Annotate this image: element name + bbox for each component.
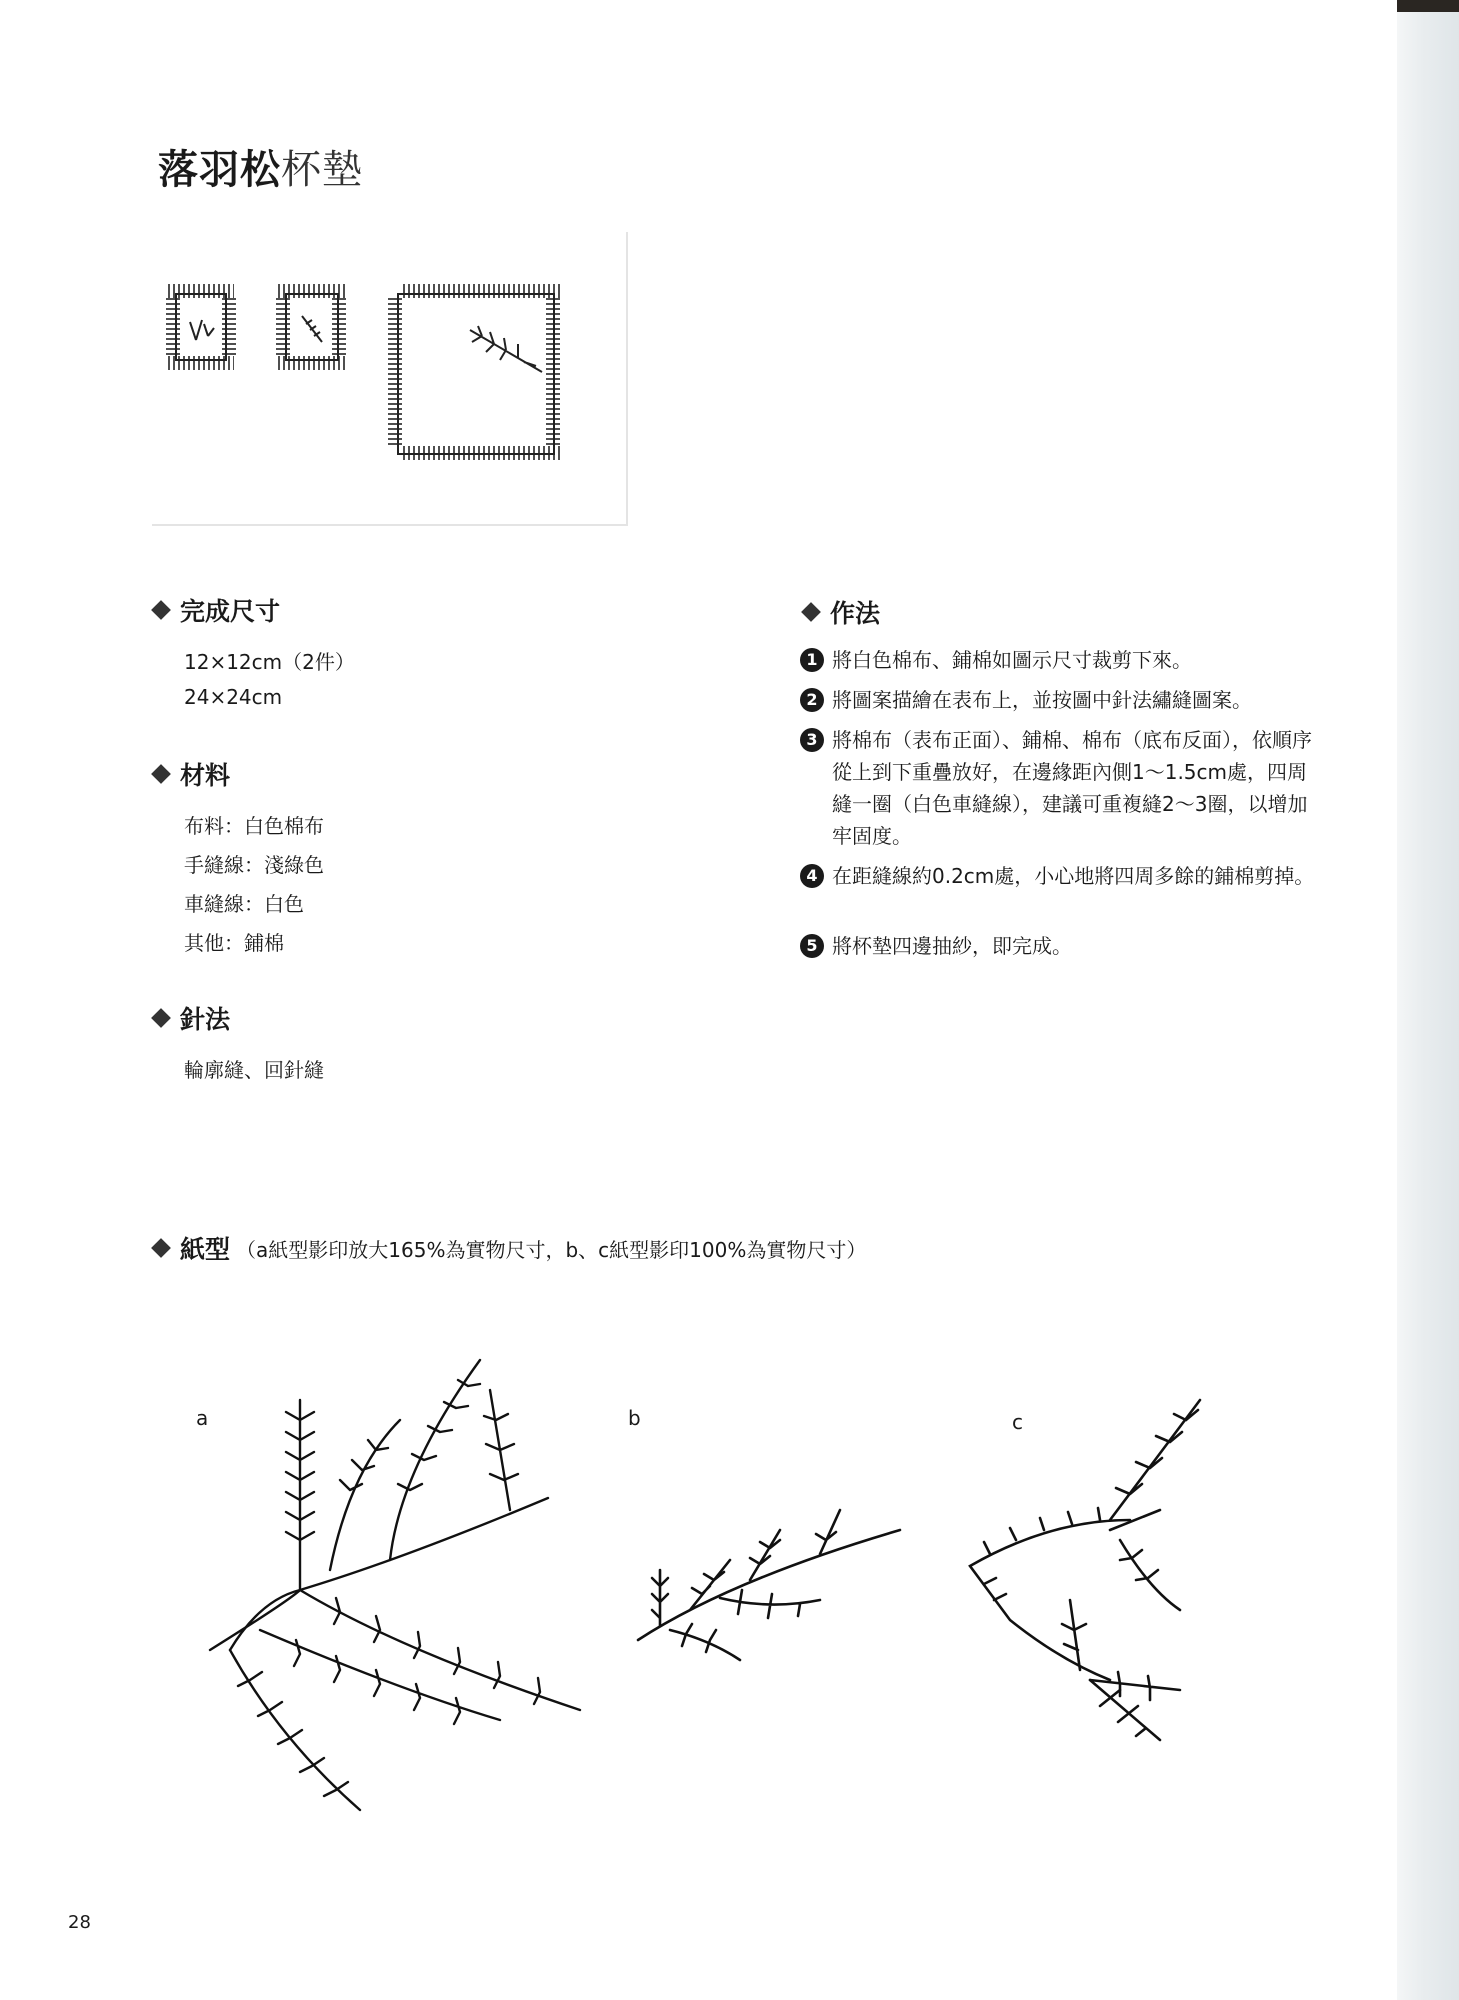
material-line: 其他：鋪棉 (184, 931, 284, 955)
step-number-badge: 1 (800, 648, 824, 672)
page-number: 28 (68, 1912, 91, 1933)
material-line: 手縫線：淺綠色 (184, 853, 324, 877)
diamond-bullet-icon (151, 600, 171, 620)
stitches-heading (150, 1000, 230, 1036)
stitches-heading-label: 針法 (180, 1005, 231, 1034)
page-edge-shadow (1397, 0, 1459, 2000)
title-bold: 落羽松 (158, 147, 281, 193)
coaster-illustration (152, 232, 628, 526)
step-text: 將白色棉布、鋪棉如圖示尺寸裁剪下來。 (832, 648, 1192, 672)
size-line: 12×12cm（2件） (184, 650, 355, 674)
pattern-a-drawing (200, 1320, 600, 1820)
size-heading-label: 完成尺寸 (180, 597, 281, 626)
small-coaster-1 (166, 284, 236, 370)
method-step (800, 724, 1320, 852)
materials-heading-label: 材料 (180, 761, 231, 790)
diamond-bullet-icon (151, 1238, 171, 1258)
step-number-badge: 4 (800, 864, 824, 888)
pattern-label-c: c (1012, 1410, 1023, 1434)
method-step (800, 644, 1320, 676)
material-line: 布料：白色棉布 (184, 814, 324, 838)
method-step (800, 684, 1320, 716)
method-heading-label: 作法 (830, 599, 881, 628)
step-number-badge: 2 (800, 688, 824, 712)
page-title (158, 138, 363, 195)
pattern-heading (150, 1230, 866, 1266)
diamond-bullet-icon (801, 602, 821, 622)
pattern-note: （a紙型影印放大165%為實物尺寸，b、c紙型影印100%為實物尺寸） (236, 1237, 867, 1262)
pattern-label-b: b (628, 1406, 641, 1430)
diamond-bullet-icon (151, 1008, 171, 1028)
step-text: 將棉布（表布正面）、鋪棉、棉布（底布反面），依順序從上到下重疊放好，在邊緣距內側1～1.5cm處，四周縫一圈（白色車縫線），建議可重複縫2～3圈，以增加牢固度。 (832, 728, 1312, 848)
step-text: 將圖案描繪在表布上，並按圖中針法繡縫圖案。 (832, 688, 1252, 712)
stitches-text: 輪廓縫、回針縫 (184, 1058, 324, 1082)
title-light: 杯墊 (281, 147, 363, 193)
pattern-heading-label: 紙型 (180, 1235, 231, 1264)
materials-heading (150, 756, 230, 792)
pattern-b-drawing (630, 1470, 910, 1670)
pattern-c-drawing (960, 1380, 1230, 1760)
diamond-bullet-icon (151, 764, 171, 784)
large-coaster (388, 284, 562, 460)
method-step (800, 930, 1320, 962)
size-heading (150, 592, 280, 628)
pattern-label-a: a (196, 1406, 209, 1430)
method-step (800, 860, 1320, 892)
size-line: 24×24cm (184, 685, 283, 709)
step-number-badge: 5 (800, 934, 824, 958)
page-edge-top (1397, 0, 1459, 12)
step-text: 將杯墊四邊抽紗，即完成。 (832, 934, 1072, 958)
small-coaster-2 (276, 284, 346, 370)
method-heading (800, 594, 880, 630)
step-number-badge: 3 (800, 728, 824, 752)
step-text: 在距縫線約0.2cm處，小心地將四周多餘的鋪棉剪掉。 (832, 864, 1315, 888)
material-line: 車縫線：白色 (184, 892, 304, 916)
